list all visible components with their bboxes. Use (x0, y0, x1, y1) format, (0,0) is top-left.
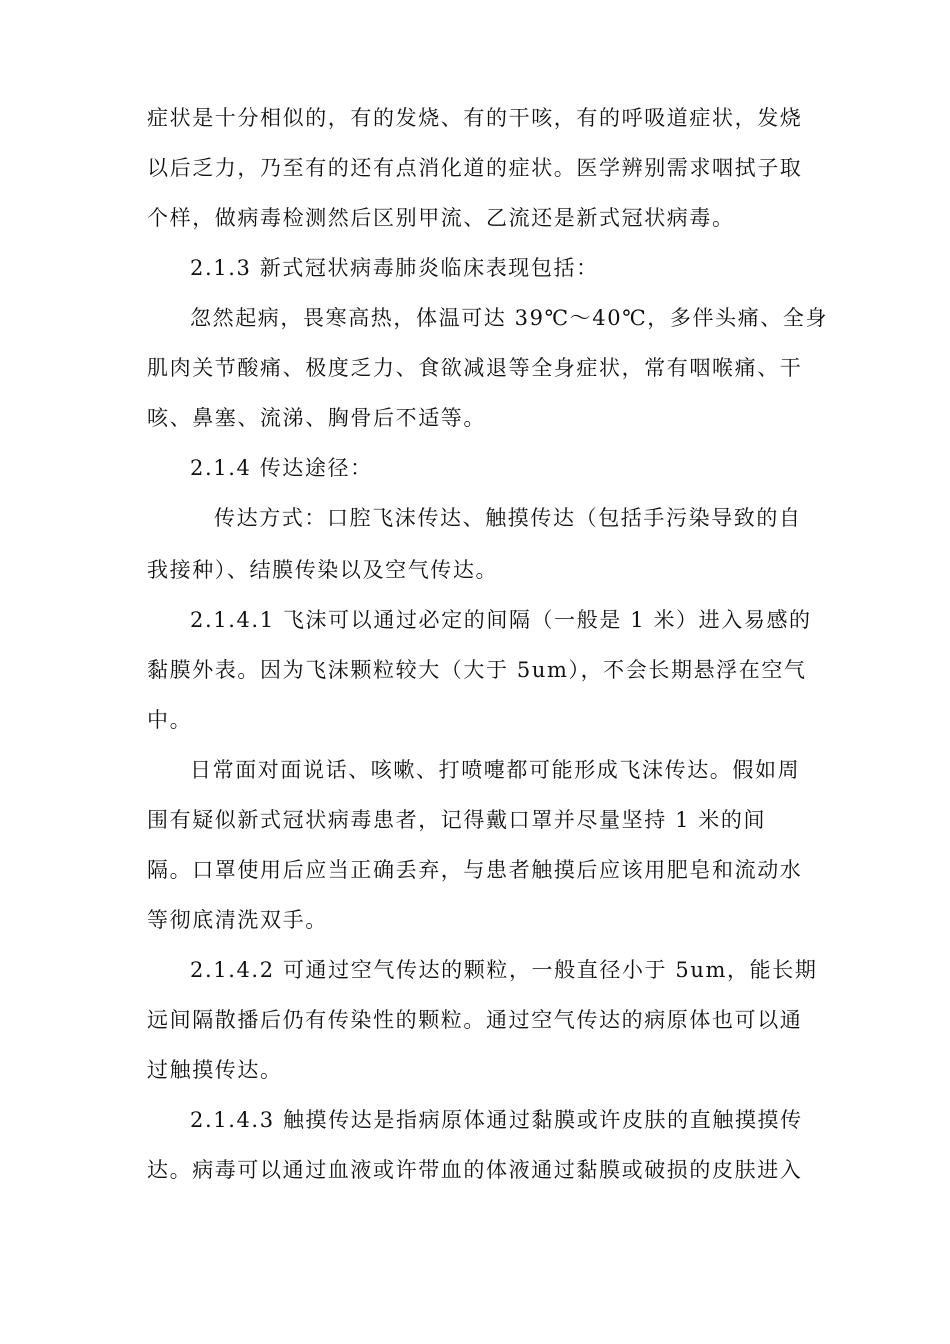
text-line: 症状是十分相似的，有的发烧、有的干咳，有的呼吸道症状，发烧 (147, 106, 803, 130)
text-line: 肌肉关节酸痛、极度乏力、食欲减退等全身症状，常有咽喉痛、干 (147, 356, 803, 380)
text-line: 2.1.4.1 飞沫可以通过必定的间隔（一般是 1 米）进入易感的 (190, 608, 812, 632)
text-line: 忽然起病，畏寒高热，体温可达 39℃～40℃，多伴头痛、全身 (190, 306, 829, 330)
text-line: 以后乏力，乃至有的还有点消化道的症状。医学辨别需求咽拭子取 (147, 156, 803, 180)
text-line: 2.1.4.2 可通过空气传达的颗粒，一般直径小于 5um，能长期 (190, 958, 818, 982)
text-line: 2.1.4.3 触摸传达是指病原体通过黏膜或许皮肤的直触摸摸传 (190, 1108, 803, 1132)
text-line: 黏膜外表。因为飞沫颗粒较大（大于 5um），不会长期悬浮在空气 (147, 658, 807, 682)
text-line: 隔。口罩使用后应当正确丢弃，与患者触摸后应该用肥皂和流动水 (147, 858, 803, 882)
text-line: 传达方式：口腔飞沫传达、触摸传达（包括手污染导致的自 (214, 506, 802, 530)
text-line: 达。病毒可以通过血液或许带血的体液通过黏膜或破损的皮肤进入 (147, 1158, 803, 1182)
text-line: 日常面对面说话、咳嗽、打喷嚏都可能形成飞沫传达。假如周 (190, 758, 801, 782)
text-line: 过触摸传达。 (147, 1058, 283, 1082)
section-heading: 2.1.3 新式冠状病毒肺炎临床表现包括： (190, 256, 599, 280)
text-line: 围有疑似新式冠状病毒患者，记得戴口罩并尽量坚持 1 米的间 (147, 808, 767, 832)
text-line: 咳、鼻塞、流涕、胸骨后不适等。 (147, 406, 486, 430)
text-line: 个样，做病毒检测然后区别甲流、乙流还是新式冠状病毒。 (147, 206, 735, 230)
text-line: 我接种）、结膜传染以及空气传达。 (147, 558, 499, 582)
section-heading: 2.1.4 传达途径： (190, 456, 373, 480)
text-line: 远间隔散播后仍有传染性的颗粒。通过空气传达的病原体也可以通 (147, 1008, 803, 1032)
text-line: 中。 (147, 708, 193, 732)
text-line: 等彻底清洗双手。 (147, 908, 328, 932)
